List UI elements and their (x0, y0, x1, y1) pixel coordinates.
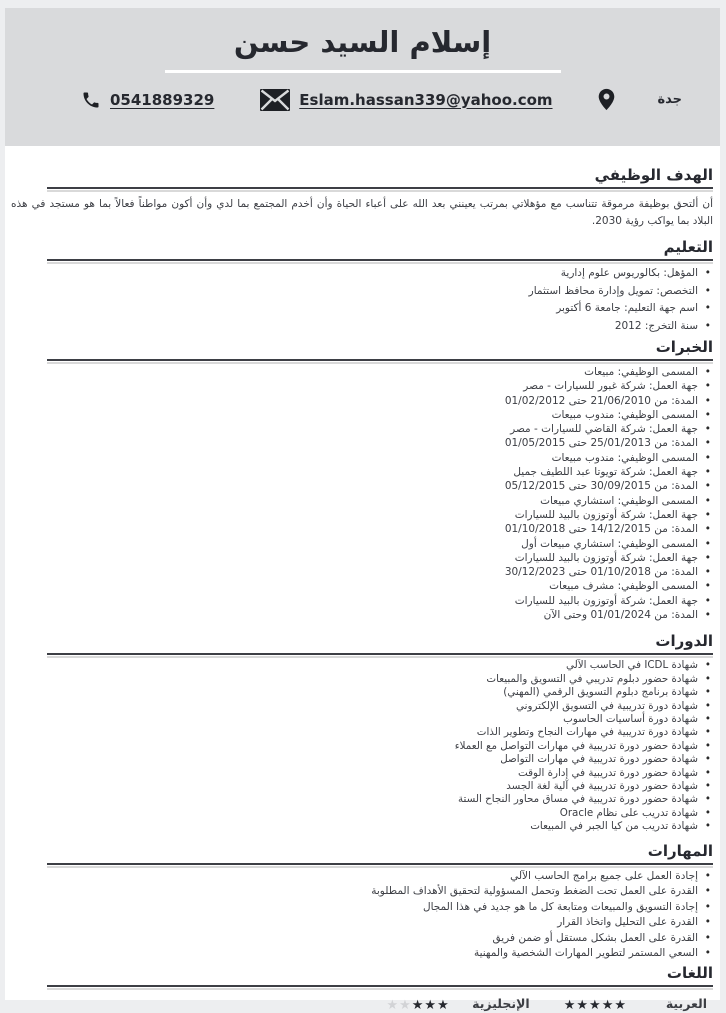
star-filled-icon: ★ (411, 997, 425, 1013)
resume-page (5, 8, 720, 1013)
section-experience (11, 338, 713, 622)
courses-title: الدورات (655, 632, 713, 651)
course-item: • شهادة دورة تدريبية في التسويق الإلكتروني (11, 700, 713, 713)
experience-item: • المدة: من 25/01/2013 حتى 01/05/2015 (11, 436, 713, 450)
languages-row (11, 987, 713, 1013)
course-item: • شهادة ICDL في الحاسب الآلي (11, 659, 713, 672)
skill-item: • القدرة على العمل تحت الضغط وتحمل المسؤولية لتحقيق الأهداف المطلوبة (11, 884, 713, 900)
experience-item: • المدة: من 01/01/2024 وحتى الآن (11, 608, 713, 622)
experience-item: • المدة: من 30/09/2015 حتى 05/12/2015 (11, 479, 713, 493)
course-item: • شهادة برنامج دبلوم التسويق الرقمي (المهني) (11, 686, 713, 699)
star-filled-icon: ★ (589, 997, 602, 1013)
experience-item: • جهة العمل: شركة أوتوزون بالبيد للسيارات (11, 594, 713, 608)
phone-contact[interactable] (81, 90, 214, 110)
experience-item: • جهة العمل: شركة أوتوزون بالبيد للسيارات (11, 508, 713, 522)
skill-item: • إجادة العمل على جميع برامج الحاسب الآلي (11, 869, 713, 885)
experience-item: • المسمى الوظيفي: استشاري مبيعات أول (11, 537, 713, 551)
course-item: • شهادة حضور دورة تدريبية في إدارة الوقت (11, 767, 713, 780)
course-item: • شهادة تدريب على نظام Oracle (11, 807, 713, 820)
section-rule (47, 187, 713, 189)
course-item: • شهادة حضور دورة تدريبية في مهارات التواصل (11, 753, 713, 766)
education-title: التعليم (663, 238, 713, 256)
section-rule (47, 863, 713, 865)
course-item: • شهادة حضور دورة تدريبية في مساق محاور النجاح الستة (11, 793, 713, 806)
star-filled-icon: ★ (424, 997, 438, 1013)
location-pin-icon (598, 88, 615, 111)
skill-item: • إجادة التسويق والمبيعات ومتابعة كل ما هو جديد في هذا المجال (11, 900, 713, 916)
experience-item: • المدة: من 21/06/2010 حتى 01/02/2012 (11, 394, 713, 408)
skills-list (11, 869, 713, 962)
experience-item: • المسمى الوظيفي: مندوب مبيعات (11, 451, 713, 465)
section-languages (11, 964, 713, 1013)
course-item: • شهادة حضور دورة تدريبية في آلية لغة الجسد (11, 780, 713, 793)
location-contact (598, 88, 682, 111)
objective-text: أن ألتحق بوظيفة مرموقة تتناسب مع مؤهلاتي بمرتب يعينني بعد الله على أعباء الحياة وأن أخدم المجتمع بما لدي وأن أكون مواطناً فعالاً بما هو مستجد في هذه البلاد بما يواكب رؤية 2030. (11, 198, 713, 227)
language-rating-stars (386, 994, 449, 1013)
course-item: • شهادة تدريب من كيا الجبر في المبيعات (11, 820, 713, 833)
experience-item: • المدة: من 01/10/2018 حتى 30/12/2023 (11, 565, 713, 579)
experience-list (11, 365, 713, 622)
language-item (386, 994, 529, 1013)
star-filled-icon: ★ (576, 997, 590, 1013)
star-filled-icon: ★ (614, 997, 627, 1013)
objective-title: الهدف الوظيفي (594, 166, 713, 184)
education-list (11, 265, 713, 335)
experience-item: • جهة العمل: شركة أوتوزون بالبيد للسيارات (11, 551, 713, 565)
star-filled-icon: ★ (563, 997, 577, 1013)
skill-item: • السعي المستمر لتطوير المهارات الشخصية والمهنية (11, 946, 713, 962)
resume-body (5, 166, 720, 1013)
language-rating-stars (564, 994, 627, 1013)
email-address[interactable]: Eslam.hassan339@yahoo.com (299, 90, 553, 109)
phone-number[interactable]: 0541889329 (110, 90, 215, 109)
course-item: • شهادة حضور دورة تدريبية في مهارات التواصل مع العملاء (11, 740, 713, 753)
experience-item: • المسمى الوظيفي: مشرف مبيعات (11, 579, 713, 593)
education-item: • اسم جهة التعليم: جامعة 6 أكتوبر (11, 300, 713, 318)
envelope-icon (260, 89, 290, 111)
section-rule (47, 259, 713, 261)
section-skills (11, 842, 713, 962)
experience-title: الخبرات (655, 338, 713, 356)
star-filled-icon: ★ (601, 997, 615, 1013)
language-name: الإنجليزية (472, 995, 530, 1011)
courses-list (11, 659, 713, 833)
languages-title: اللغات (666, 963, 713, 982)
skills-title: المهارات (647, 841, 713, 860)
star-empty-icon: ★ (399, 997, 412, 1013)
section-objective (11, 166, 713, 229)
language-item (564, 994, 707, 1013)
course-item: • شهادة دورة أساسيات الحاسوب (11, 713, 713, 726)
experience-item: • جهة العمل: شركة تويوتا عبد اللطيف جميل (11, 465, 713, 479)
course-item: • شهادة حضور دبلوم تدريبي في التسويق والمبيعات (11, 673, 713, 686)
phone-icon (81, 90, 101, 110)
education-item: • سنة التخرج: 2012 (11, 318, 713, 336)
education-item: • المؤهل: بكالوريوس علوم إدارية (11, 265, 713, 283)
skill-item: • القدرة على العمل بشكل مستقل أو ضمن فريق (11, 931, 713, 947)
section-courses (11, 632, 713, 833)
star-empty-icon: ★ (386, 997, 400, 1013)
experience-item: • المدة: من 14/12/2015 حتى 01/10/2018 (11, 522, 713, 536)
section-rule (47, 359, 713, 361)
resume-header (5, 8, 720, 146)
experience-item: • المسمى الوظيفي: مبيعات (11, 365, 713, 379)
email-contact[interactable] (260, 89, 552, 111)
star-filled-icon: ★ (437, 997, 450, 1013)
location-text: جدة (657, 92, 682, 107)
experience-item: • المسمى الوظيفي: استشاري مبيعات (11, 494, 713, 508)
experience-item: • جهة العمل: شركة غبور للسيارات - مصر (11, 379, 713, 393)
person-name: إسلام السيد حسن (233, 25, 492, 59)
skill-item: • القدرة على التحليل واتخاذ القرار (11, 915, 713, 931)
experience-item: • جهة العمل: شركة القاضي للسيارات - مصر (11, 422, 713, 436)
education-item: • التخصص: تمويل وإدارة محافظ استثمار (11, 283, 713, 301)
language-name: العربية (665, 995, 707, 1011)
section-rule (47, 653, 713, 655)
experience-item: • المسمى الوظيفي: مندوب مبيعات (11, 408, 713, 422)
course-item: • شهادة دورة تدريبية في مهارات النجاح وتطوير الذات (11, 726, 713, 739)
section-education (11, 238, 713, 335)
contact-row (5, 73, 720, 111)
